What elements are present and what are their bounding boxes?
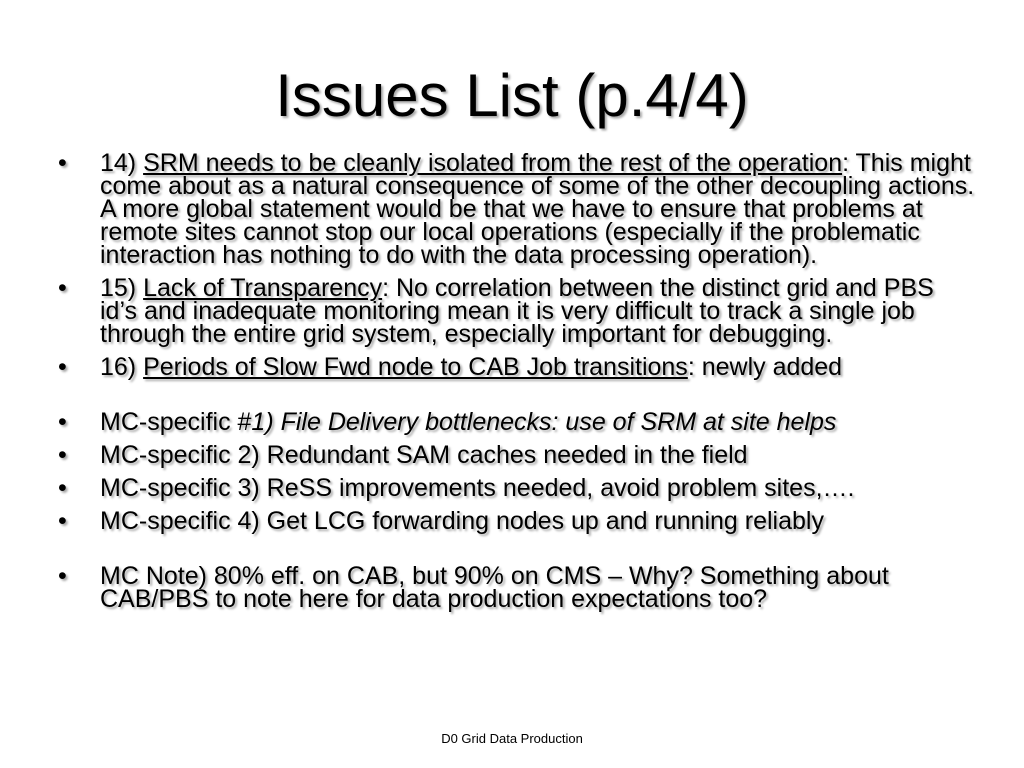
bullet-list — [56, 149, 976, 621]
issue-description: : newly added — [687, 353, 843, 381]
bullet-dot-icon: • — [58, 408, 67, 436]
bullet-item-16 — [56, 353, 976, 381]
bullet-item-mc-2 — [56, 441, 976, 469]
bullet-item-14 — [56, 149, 976, 269]
mc-item-text: 1) File Delivery bottlenecks: use of SRM at site helps — [251, 408, 837, 436]
issue-topic: SRM needs to be cleanly isolated from the rest of the operation — [143, 149, 843, 177]
issue-description: : This might come about as a natural consequence of some of the other decoupling actions. A more global statement would be that we have to ensure that problems at remote sites cannot stop our local operations (especially if the problematic interaction has nothing to do with the data processing operation). — [100, 149, 975, 269]
bullet-item-mc-3 — [56, 474, 976, 502]
bullet-dot-icon: • — [58, 441, 67, 469]
issue-topic: Periods of Slow Fwd node to CAB Job transitions — [143, 353, 688, 381]
slide-footer: D0 Grid Data Production — [441, 731, 583, 746]
issue-number: 14) — [100, 149, 144, 177]
bullet-dot-icon: • — [58, 149, 67, 177]
bullet-item-mc-note — [56, 562, 976, 613]
mc-item-text: MC-specific 4) Get LCG forwarding nodes up and running reliably — [100, 507, 824, 535]
issue-topic: Lack of Transparency — [143, 274, 383, 302]
mc-note-text: MC Note) 80% eff. on CAB, but 90% on CMS – Why? Something about CAB/PBS to note here for data production expectations too? — [100, 562, 889, 613]
bullet-dot-icon: • — [58, 353, 67, 381]
issue-description: : No correlation between the distinct grid and PBS id’s and inadequate monitoring mean it is very difficult to track a single job through the entire grid system, especially important for debugging. — [100, 274, 934, 348]
issue-number: 16) — [100, 353, 144, 381]
issue-number: 15) — [100, 274, 144, 302]
mc-item-text: MC-specific 3) ReSS improvements needed, avoid problem sites,…. — [100, 474, 855, 502]
bullet-item-mc-1 — [56, 408, 976, 436]
bullet-dot-icon: • — [58, 274, 67, 302]
bullet-dot-icon: • — [58, 562, 67, 590]
bullet-dot-icon: • — [58, 474, 67, 502]
mc-item-text: MC-specific 2) Redundant SAM caches needed in the field — [100, 441, 748, 469]
bullet-dot-icon: • — [58, 507, 67, 535]
slide-title: Issues List (p.4/4) — [275, 62, 749, 129]
bullet-item-mc-4 — [56, 507, 976, 535]
bullet-item-15 — [56, 274, 976, 348]
mc-item-prefix: MC-specific # — [100, 408, 252, 436]
